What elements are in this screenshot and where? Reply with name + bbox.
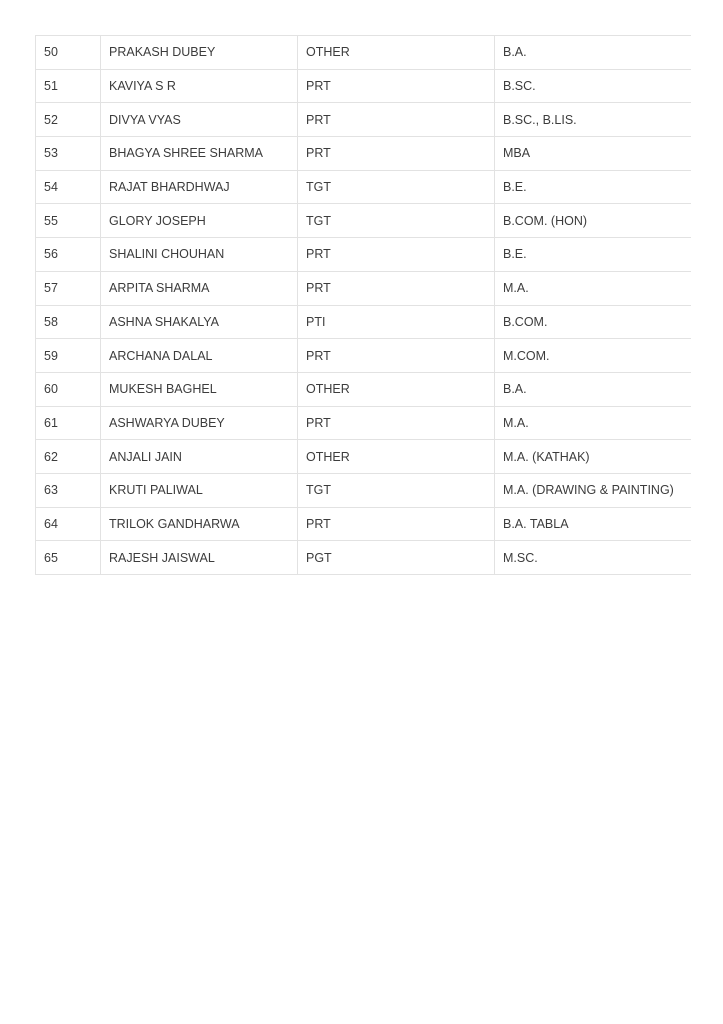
table-row <box>36 507 691 541</box>
staff-name-cell: DIVYA VYAS <box>101 103 298 137</box>
serial-number-cell: 55 <box>36 204 101 238</box>
designation-cell: PTI <box>298 305 495 339</box>
serial-number-cell: 56 <box>36 238 101 272</box>
serial-number-cell: 62 <box>36 440 101 474</box>
table-row <box>36 372 691 406</box>
serial-number-cell: 51 <box>36 69 101 103</box>
qualification-cell: B.A. <box>495 36 691 70</box>
serial-number-cell: 61 <box>36 406 101 440</box>
table-row <box>36 36 691 70</box>
qualification-cell: M.A. <box>495 271 691 305</box>
designation-cell: TGT <box>298 204 495 238</box>
serial-number-cell: 58 <box>36 305 101 339</box>
staff-name-cell: TRILOK GANDHARWA <box>101 507 298 541</box>
qualification-cell: M.SC. <box>495 541 691 575</box>
serial-number-cell: 60 <box>36 372 101 406</box>
qualification-cell: M.COM. <box>495 339 691 373</box>
table-row <box>36 204 691 238</box>
designation-cell: PRT <box>298 406 495 440</box>
staff-name-cell: PRAKASH DUBEY <box>101 36 298 70</box>
staff-name-cell: ASHWARYA DUBEY <box>101 406 298 440</box>
serial-number-cell: 59 <box>36 339 101 373</box>
table-row <box>36 137 691 171</box>
table-row <box>36 406 691 440</box>
qualification-cell: B.COM. (HON) <box>495 204 691 238</box>
designation-cell: PRT <box>298 69 495 103</box>
qualification-cell: B.COM. <box>495 305 691 339</box>
qualification-cell: M.A. <box>495 406 691 440</box>
serial-number-cell: 64 <box>36 507 101 541</box>
staff-name-cell: ASHNA SHAKALYA <box>101 305 298 339</box>
qualification-cell: B.A. TABLA <box>495 507 691 541</box>
staff-name-cell: SHALINI CHOUHAN <box>101 238 298 272</box>
table-row <box>36 170 691 204</box>
staff-name-cell: BHAGYA SHREE SHARMA <box>101 137 298 171</box>
designation-cell: OTHER <box>298 36 495 70</box>
qualification-cell: M.A. (DRAWING & PAINTING) <box>495 473 691 507</box>
qualification-cell: B.A. <box>495 372 691 406</box>
staff-name-cell: KRUTI PALIWAL <box>101 473 298 507</box>
designation-cell: PRT <box>298 271 495 305</box>
qualification-cell: M.A. (KATHAK) <box>495 440 691 474</box>
table-row <box>36 305 691 339</box>
staff-table-body <box>36 36 691 575</box>
qualification-cell: B.SC., B.LIS. <box>495 103 691 137</box>
table-row <box>36 473 691 507</box>
designation-cell: OTHER <box>298 440 495 474</box>
staff-name-cell: GLORY JOSEPH <box>101 204 298 238</box>
staff-name-cell: KAVIYA S R <box>101 69 298 103</box>
serial-number-cell: 52 <box>36 103 101 137</box>
table-row <box>36 238 691 272</box>
table-row <box>36 541 691 575</box>
designation-cell: PRT <box>298 238 495 272</box>
designation-cell: PRT <box>298 137 495 171</box>
qualification-cell: MBA <box>495 137 691 171</box>
serial-number-cell: 65 <box>36 541 101 575</box>
designation-cell: TGT <box>298 170 495 204</box>
designation-cell: PRT <box>298 103 495 137</box>
designation-cell: PRT <box>298 339 495 373</box>
designation-cell: PGT <box>298 541 495 575</box>
table-row <box>36 103 691 137</box>
serial-number-cell: 54 <box>36 170 101 204</box>
serial-number-cell: 57 <box>36 271 101 305</box>
staff-name-cell: ARCHANA DALAL <box>101 339 298 373</box>
table-row <box>36 440 691 474</box>
table-row <box>36 339 691 373</box>
table-row <box>36 69 691 103</box>
staff-name-cell: MUKESH BAGHEL <box>101 372 298 406</box>
designation-cell: PRT <box>298 507 495 541</box>
designation-cell: TGT <box>298 473 495 507</box>
staff-name-cell: RAJAT BHARDHWAJ <box>101 170 298 204</box>
qualification-cell: B.E. <box>495 170 691 204</box>
qualification-cell: B.SC. <box>495 69 691 103</box>
staff-name-cell: ARPITA SHARMA <box>101 271 298 305</box>
serial-number-cell: 50 <box>36 36 101 70</box>
staff-table <box>35 35 691 575</box>
staff-name-cell: ANJALI JAIN <box>101 440 298 474</box>
table-row <box>36 271 691 305</box>
staff-name-cell: RAJESH JAISWAL <box>101 541 298 575</box>
designation-cell: OTHER <box>298 372 495 406</box>
serial-number-cell: 63 <box>36 473 101 507</box>
serial-number-cell: 53 <box>36 137 101 171</box>
qualification-cell: B.E. <box>495 238 691 272</box>
